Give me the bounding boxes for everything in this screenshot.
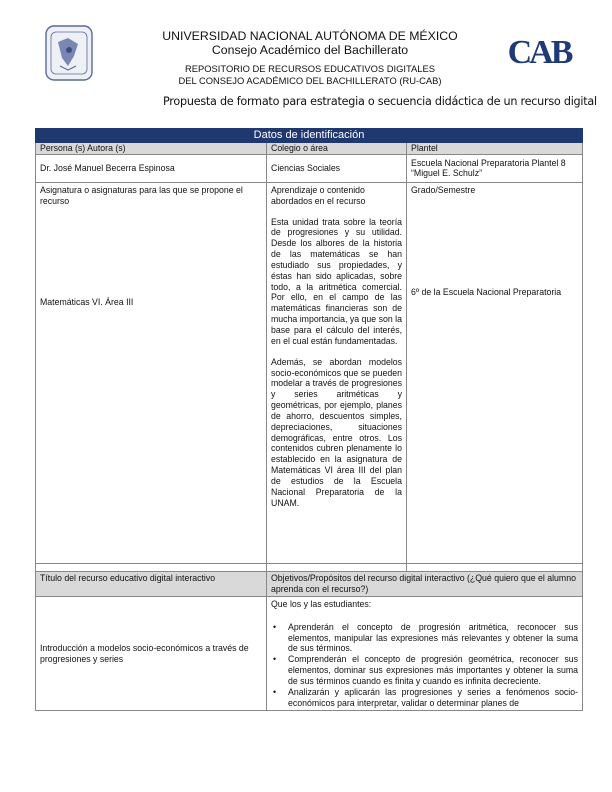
- content-label: Aprendizaje o contenido abordados en el recurso: [271, 184, 366, 206]
- unam-seal-logo: [38, 22, 100, 84]
- grade-label: Grado/Semestre: [411, 184, 476, 195]
- content-cell: [267, 182, 407, 563]
- objective-item: • Analizarán y aplicarán las progresiones y series a fenómenos socio-económicos para interpretar, validar o determinar planes de: [271, 687, 578, 709]
- identification-table: [35, 128, 583, 711]
- objectives-intro: Que los y las estudiantes:: [271, 598, 372, 609]
- proposal-title: Propuesta de formato para estrategia o secuencia didáctica de un recurso digital: [163, 95, 597, 108]
- subject-value: Matemáticas VI. Área III: [40, 296, 134, 307]
- objectives-label: Objetivos/Propósitos del recurso digital interactivo (¿Qué quiero que el alumno aprenda con el recurso?): [267, 571, 583, 596]
- subject-cell: [36, 182, 267, 563]
- university-name: UNIVERSIDAD NACIONAL AUTÓNOMA DE MÉXICO: [162, 29, 458, 43]
- spacer-cell: [36, 563, 267, 571]
- spacer-cell: [267, 563, 407, 571]
- objective-item: • Aprenderán el concepto de progresión aritmética, reconocer sus elementos, manipular las expresiones más relevantes y obtener la suma de sus términos.: [271, 622, 578, 655]
- content-paragraph-2: Además, se abordan modelos socio-económicos que se pueden modelar a través de progresiones y series aritméticas y geométricas, por ejemplo, planes de ahorro, descuentos simples, depreciaciones, situaciones demográficas, entre otros. Los contenidos cubren plenamente lo establecido en la asignatura de Matemáticas VI área III del plan de estudios de la Escuela Nacional Preparatoria de la UNAM.: [271, 356, 402, 508]
- content-paragraph-1: Esta unidad trata sobre la teoría de progresiones y su utilidad. Desde los albores de la historia de las matemáticas se han estudiado sus propiedades, y éstas han sido aplicadas, sobre todo, a la aritmética comercial. Por ello, en el campo de las matemáticas financieras son de mucha importancia, ya que son la base para el cálculo del interés, en el cual están fundamentadas.: [271, 216, 402, 346]
- grade-value: 6º de la Escuela Nacional Preparatoria: [411, 286, 562, 297]
- repository-line-1: REPOSITORIO DE RECURSOS EDUCATIVOS DIGITALES: [184, 63, 436, 74]
- author-header: Persona (s) Autora (s): [36, 143, 267, 155]
- cab-logo-text: CAB: [507, 34, 571, 68]
- resource-title-label: Título del recurso educativo digital interactivo: [36, 571, 267, 596]
- grade-cell: [407, 182, 583, 563]
- subject-label: Asignatura o asignaturas para las que se propone el recurso: [40, 184, 243, 206]
- campus-header: Plantel: [407, 143, 583, 155]
- repository-line-2: DEL CONSEJO ACADÉMICO DEL BACHILLERATO (RU-CAB): [178, 75, 442, 86]
- table-title: Datos de identificación: [36, 129, 583, 143]
- objectives-list: [271, 622, 578, 709]
- cab-logo: [504, 34, 574, 68]
- objective-item: • Comprenderán el concepto de progresión geométrica, reconocer sus elementos, dominar sus expresiones más importantes y obtener la suma de sus términos cuando es finita y cuando es infinita decreciente.: [271, 654, 578, 687]
- college-value: Ciencias Sociales: [267, 154, 407, 182]
- resource-title-value: Introducción a modelos socio-económicos a través de progresiones y series: [36, 596, 267, 711]
- campus-value: Escuela Nacional Preparatoria Plantel 8 “Miguel E. Schulz”: [407, 154, 583, 182]
- author-value: Dr. José Manuel Becerra Espinosa: [36, 154, 267, 182]
- objectives-cell: [267, 596, 583, 711]
- council-name: Consejo Académico del Bachillerato: [211, 43, 409, 57]
- spacer-cell: [407, 563, 583, 571]
- college-header: Colegio o área: [267, 143, 407, 155]
